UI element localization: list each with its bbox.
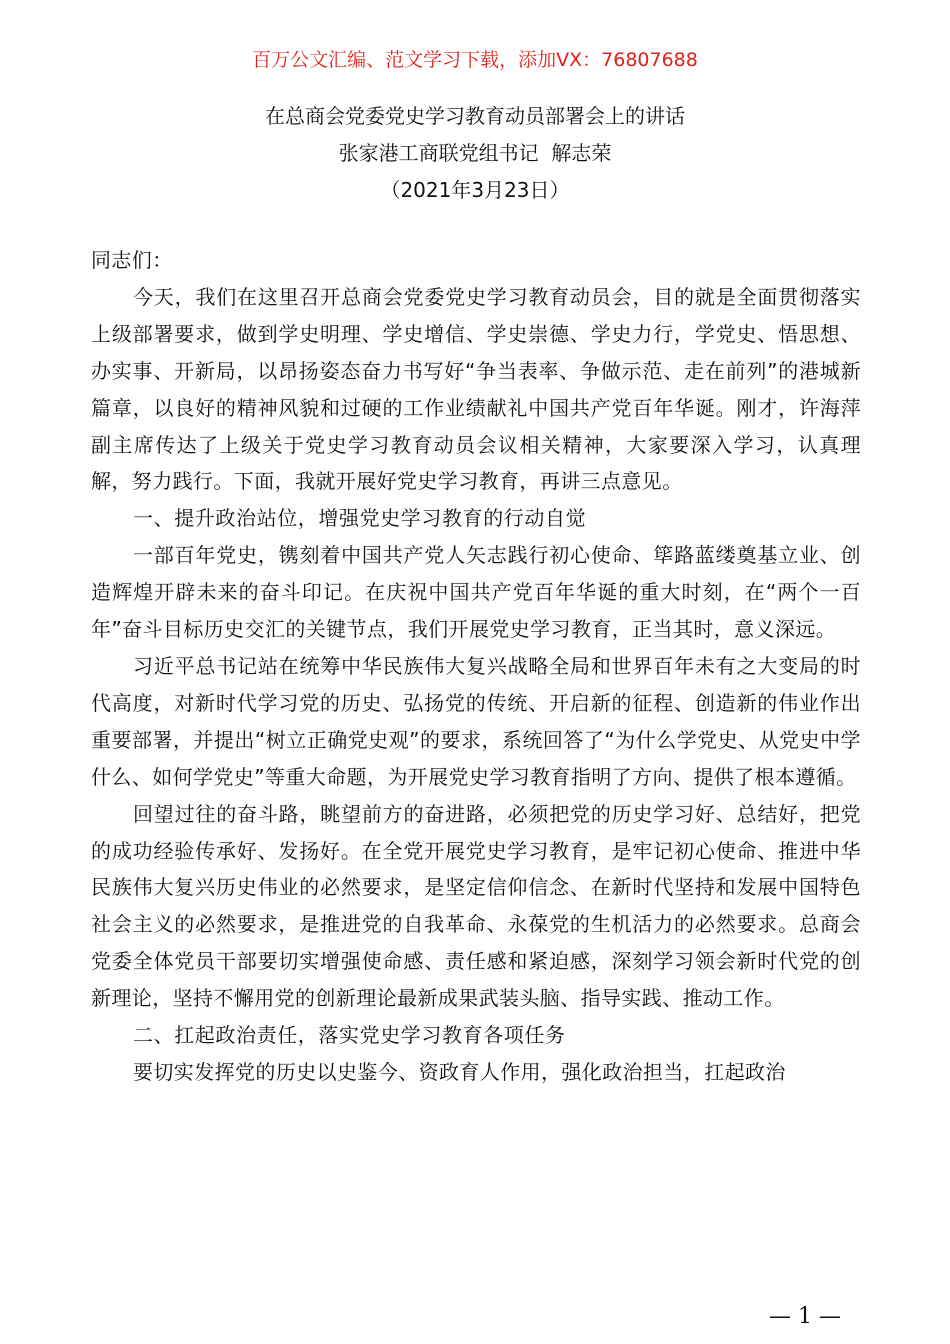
paragraph: 要切实发挥党的历史以史鉴今、资政育人作用，强化政治担当，扛起政治 xyxy=(133,1059,786,1084)
document-author: 张家港工商联党组书记 解志荣 xyxy=(338,141,612,165)
page-number: — 1 — xyxy=(769,1304,841,1329)
salutation: 同志们： xyxy=(91,248,173,272)
paragraph: 习近平总书记站在统筹中华民族伟大复兴战略全局和世界百年未有之大变局的时代高度，对新时代学习党的历史、弘扬党的传统、开启新的征程、创造新的伟业作出重要部署，并提出“树立正确党史观”的要求，系统回答了“为什么学党史、从党史中学什么、如何学党史”等重大命题，为开展党史学习教育指明了方向、提供了根本遵循。 xyxy=(91,653,861,789)
paragraph: 一部百年党史，镌刻着中国共产党人矢志践行初心使命、筚路蓝缕奠基立业、创造辉煌开辟未来的奋斗印记。在庆祝中国共产党百年华诞的重大时刻，在“两个一百年”奋斗目标历史交汇的关键节点，我们开展党史学习教育，正当其时，意义深远。 xyxy=(91,543,861,642)
section-heading-2: 二、扛起政治责任，落实党史学习教育各项任务 xyxy=(133,1023,566,1048)
section-heading-1: 一、提升政治站位，增强党史学习教育的行动自觉 xyxy=(133,506,587,531)
header-banner: 百万公文汇编、范文学习下载，添加VX：76807688 xyxy=(252,49,698,71)
document-date: （2021年3月23日） xyxy=(380,178,570,202)
title-block xyxy=(0,98,950,209)
paragraph: 回望过往的奋斗路，眺望前方的奋进路，必须把党的历史学习好、总结好，把党的成功经验传承好、发扬好。在全党开展党史学习教育，是牢记初心使命、推进中华民族伟大复兴历史伟业的必然要求，是坚定信仰信念、在新时代坚持和发展中国特色社会主义的必然要求，是推进党的自我革命、永葆党的生机活力的必然要求。总商会党委全体党员干部要切实增强使命感、责任感和紧迫感，深刻学习领会新时代党的创新理论，坚持不懈用党的创新理论最新成果武装头脑、指导实践、推动工作。 xyxy=(91,801,861,1011)
paragraph: 今天，我们在这里召开总商会党委党史学习教育动员会，目的就是全面贯彻落实上级部署要求，做到学史明理、学史增信、学史崇德、学史力行，学党史、悟思想、办实事、开新局，以昂扬姿态奋力书写好“争当表率、争做示范、走在前列”的港城新篇章，以良好的精神风貌和过硬的工作业绩献礼中国共产党百年华诞。刚才，许海萍副主席传达了上级关于党史学习教育动员会议相关精神，大家要深入学习，认真理解，努力践行。下面，我就开展好党史学习教育，再讲三点意见。 xyxy=(91,284,861,494)
document-body xyxy=(91,242,861,1091)
document-title: 在总商会党委党史学习教育动员部署会上的讲话 xyxy=(265,104,685,128)
